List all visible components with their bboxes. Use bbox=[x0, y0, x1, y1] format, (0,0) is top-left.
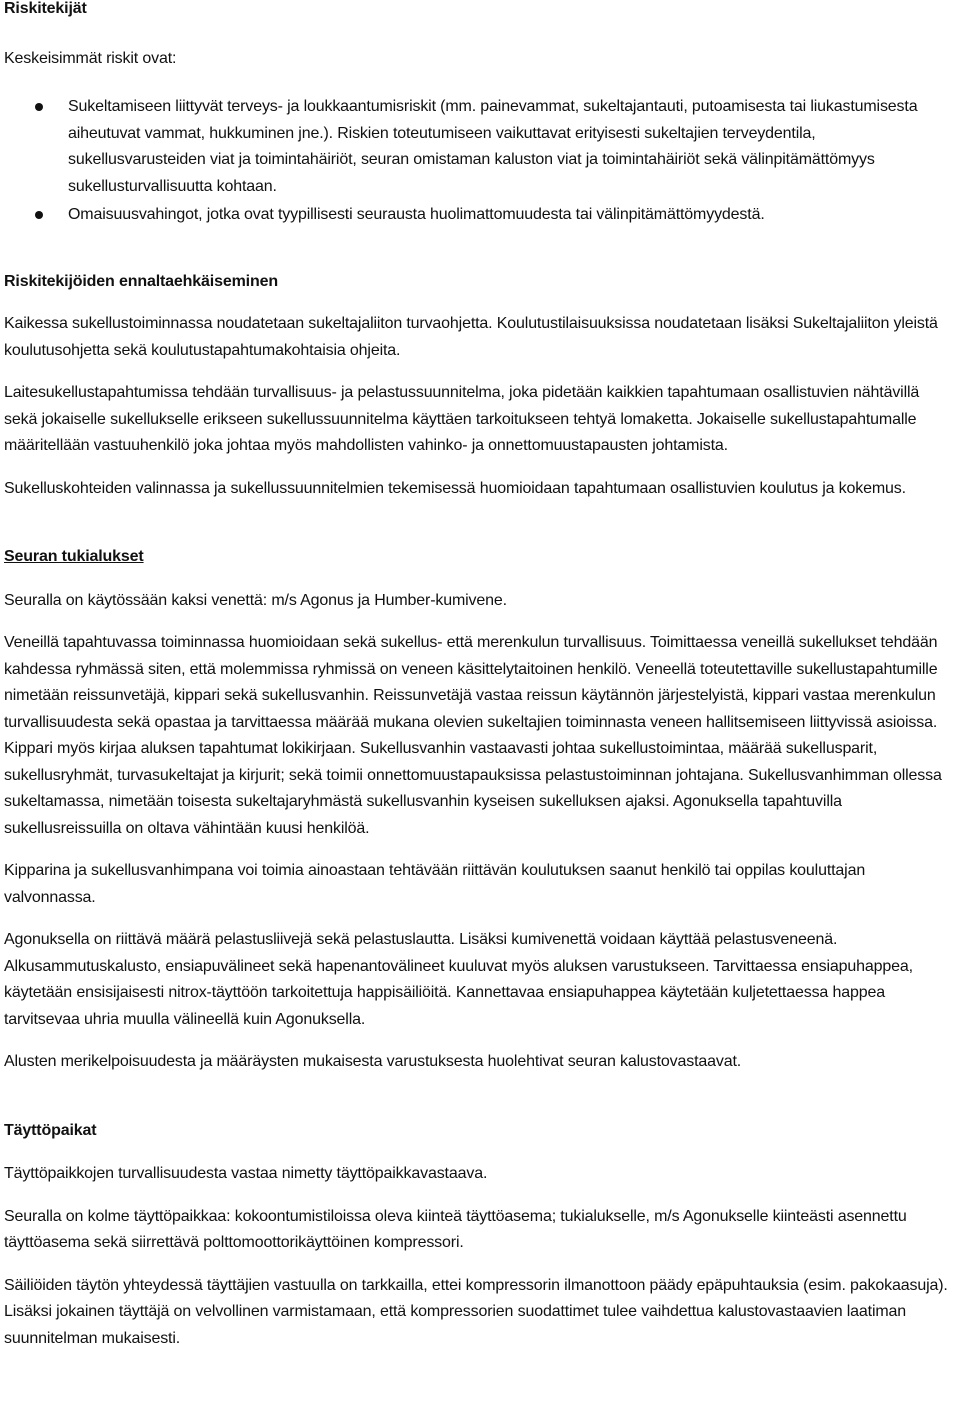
paragraph: Täyttöpaikkojen turvallisuudesta vastaa nimetty täyttöpaikkavastaava. bbox=[4, 1165, 488, 1182]
list-item bbox=[4, 202, 948, 229]
risk-list bbox=[4, 94, 948, 229]
section-heading-riskitekijat: Riskitekijät bbox=[4, 0, 87, 17]
paragraph: Kaikessa sukellustoiminnassa noudatetaan sukeltajaliiton turvaohjetta. Koulutustilaisuuksissa noudatetaan lisäksi Sukeltajaliiton yleistä koulutusohjetta sekä koulutustapahtumakohtaisia ohjeita. bbox=[4, 315, 938, 359]
paragraph: Sukelluskohteiden valinnassa ja sukellussuunnitelmien tekemisessä huomioidaan tapahtumaan osallistuvien koulutus ja kokemus. bbox=[4, 479, 906, 497]
section-heading-ennaltaehkaisy: Riskitekijöiden ennaltaehkäiseminen bbox=[4, 272, 278, 290]
paragraph: Alusten merikelpoisuudesta ja määräysten mukaisesta varustuksesta huolehtivat seuran kalustovastaavat. bbox=[4, 1053, 742, 1070]
paragraph: Seuralla on kolme täyttöpaikkaa: kokoontumistiloissa oleva kiinteä täyttöasema; tukialukselle, m/s Agonukselle kiinteästi asennettu täyttöasema sekä siirrettävä polttomoottorikäyttöinen kompressori. bbox=[4, 1207, 907, 1251]
paragraph: Seuralla on käytössään kaksi venettä: m/s Agonus ja Humber-kumivene. bbox=[4, 591, 507, 609]
paragraph: Veneillä tapahtuvassa toiminnassa huomioidaan sekä sukellus- että merenkulun turvallisuus. Toimittaessa veneillä sukellukset tehdään kahdessa ryhmässä siten, että molemmissa ryhmissä on veneen käsittelytaitoinen henkilö. Veneellä toteutettaville sukellustapahtumille nimetään reissunvetäjä, kippari sekä sukellusvanhin. Reissunvetäjä vastaa reissun käytännön järjestelyistä, kippari vastaa merenkulun turvallisuudesta sekä opastaa ja tarvittaessa määrää mukana olevien sukeltajien toiminnasta veneen hallitsemiseen liittyvissä asioissa. Kippari myös kirjaa aluksen tapahtumat lokikirjaan. Sukellusvanhin vastaavasti johtaa sukellustoimintaa, määrää sukellusparit, sukellusryhmät, turvasukeltajat ja kirjurit; sekä toimii onnettomuustapauksissa pelastustoiminnan johtajana. Sukellusvanhimman ollessa sukeltamassa, nimetään toisesta sukeltajaryhmästä sukellusvanhin kyseisen sukelluksen ajaksi. Agonuksella tapahtuvilla sukellusreissuilla on oltava vähintään kuusi henkilöä. bbox=[4, 634, 942, 837]
section-heading-tukialukset: Seuran tukialukset bbox=[4, 548, 144, 565]
section-heading-tayttopaikat: Täyttöpaikat bbox=[4, 1121, 97, 1139]
paragraph: Kipparina ja sukellusvanhimpana voi toimia ainoastaan tehtävään riittävän koulutuksen saanut henkilö tai oppilas kouluttajan valvonnassa. bbox=[4, 862, 866, 906]
bullet-icon bbox=[35, 211, 43, 219]
riskit-intro: Keskeisimmät riskit ovat: bbox=[4, 49, 177, 67]
list-item bbox=[4, 94, 948, 200]
risk-item-text: Omaisuusvahingot, jotka ovat tyypillisesti seurausta huolimattomuudesta tai välinpitämättömyydestä. bbox=[68, 206, 765, 223]
paragraph: Agonuksella on riittävä määrä pelastusliivejä sekä pelastuslautta. Lisäksi kumivenettä voidaan käyttää pelastusveneenä. Alkusammutuskalusto, ensiapuvälineet sekä hapenantovälineet kuuluvat myös aluksen varustukseen. Tarvittaessa ensiapuhappea, käytetään ensisijaisesti nitrox-täyttöön tarkoitettuja happisäiliöitä. Kannettavaa ensiapuhappea käytetään kuljetettaessa happea tarvitsevaa uhria muulla välineellä kuin Agonuksella. bbox=[4, 931, 913, 1028]
paragraph: Säiliöiden täytön yhteydessä täyttäjien vastuulla on tarkkailla, ettei kompressorin ilmanottoon päädy epäpuhtauksia (esim. pakokaasuja). Lisäksi jokainen täyttäjä on velvollinen varmistamaan, että kompressorien suodattimet tulee vaihdettua kalustovastaavien laatiman suunnitelman mukaisesti. bbox=[4, 1276, 948, 1347]
bullet-icon bbox=[35, 103, 43, 111]
paragraph: Laitesukellustapahtumissa tehdään turvallisuus- ja pelastussuunnitelma, joka pidetään kaikkien tapahtumaan osallistuvien nähtävillä sekä jokaiselle sukellukselle erikseen sukellussuunnitelma käyttäen tarkoitukseen tehtyä lomaketta. Jokaiselle sukellustapahtumalle määritellään vastuuhenkilö joka johtaa myös mahdollisten vahinko- ja onnettomuustapausten johtamista. bbox=[4, 384, 920, 454]
risk-item-text: Sukeltamiseen liittyvät terveys- ja loukkaantumisriskit (mm. painevammat, sukeltajantauti, putoamisesta tai liukastumisesta aiheutuvat vammat, hukkuminen jne.). Riskien toteutumiseen vaikuttavat erityisesti sukeltajien terveydentila, sukellusvarusteiden viat ja toimintahäiriöt, seuran omistaman kaluston viat ja toimintahäiriöt sekä välinpitämättömyys sukellusturvallisuutta kohtaan. bbox=[68, 98, 918, 195]
